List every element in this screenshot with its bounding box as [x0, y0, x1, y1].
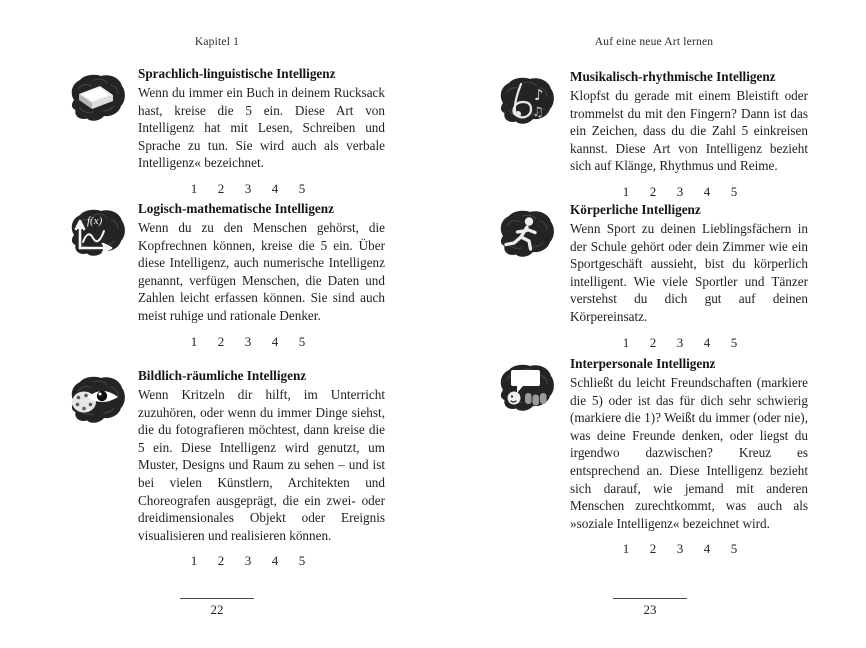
scale-number-2: 2 — [649, 541, 657, 557]
section-title: Sprachlich-linguistische Intelligenz — [138, 66, 336, 81]
scale-number-2: 2 — [217, 553, 225, 569]
scale-number-2: 2 — [217, 333, 225, 349]
scale-number-5: 5 — [298, 553, 306, 569]
scale-number-4: 4 — [271, 553, 279, 569]
scale-number-3: 3 — [676, 183, 684, 199]
section-bodily-intelligence — [492, 202, 808, 351]
scale-number-4: 4 — [703, 541, 711, 557]
music-brain-icon — [492, 76, 556, 200]
section-body: Wenn Kritzeln dir hilft, im Unterricht zuzuhören, oder wenn du immer Dinge siehst, die du fotografieren möchtest, dann kreise die 5 ein. Diese Intelligenz wird genutzt, um Muster, Designs und Raum zu sehen – und ist bei vielen Künstlern, Architekten und Choreografen ausgeprägt, die ein zwei- oder dreidimensionales Objekt oder Ereignis visualisieren und realisieren können. — [138, 387, 385, 543]
scale-number-3: 3 — [244, 180, 252, 196]
svg-text:♫: ♫ — [532, 105, 544, 120]
scale-number-4: 4 — [703, 183, 711, 199]
scale-number-1: 1 — [190, 553, 198, 569]
rating-scale — [190, 181, 385, 197]
section-linguistic-intelligence — [63, 66, 385, 197]
book-brain-icon — [63, 73, 127, 197]
right-page-footer — [613, 598, 687, 618]
runner-brain-icon — [492, 209, 556, 351]
scale-number-4: 4 — [703, 334, 711, 350]
section-body: Wenn Sport zu deinen Lieblingsfächern in der Schule gehört oder dein Zimmer wie ein Sportgeschäft aussieht, bist du körperlich intelligent. Wie viele Sportler und Tänzer verstehst du dich gut auf deinen Körpereinsatz. — [570, 221, 808, 324]
section-body: Schließt du leicht Freundschaften (markiere die 5) oder ist das für dich sehr schwierig (markiere die 1)? Weißt du immer (oder nie), was deine Freunde denken, oder liegst du irgendwo dazwischen? Kreuz es entsprechend an. Diese Intelligenz bezieht sich darauf, wie jemand mit anderen Menschen zurechtkommt, was auch als »soziale Intelligenz« bezeichnet wird. — [570, 375, 808, 531]
scale-number-4: 4 — [271, 180, 279, 196]
scale-number-1: 1 — [190, 333, 198, 349]
scale-number-2: 2 — [217, 180, 225, 196]
section-body: Wenn du immer ein Buch in deinem Rucksack hast, kreise die 5 ein. Diese Art von Intelligenz hat mit Lesen, Schreiben und Sprache zu tun. Sie wird auch als verbale Intelligenz« bezeichnet. — [138, 85, 385, 171]
section-interpersonal-intelligence — [492, 356, 808, 557]
rating-scale — [622, 335, 808, 351]
right-page-header: Auf eine neue Art lernen — [594, 36, 714, 48]
scale-number-3: 3 — [244, 333, 252, 349]
scale-number-3: 3 — [244, 553, 252, 569]
footer-rule — [180, 598, 254, 599]
section-musical-intelligence — [492, 69, 808, 200]
left-page-footer — [180, 598, 254, 618]
page-number: 22 — [210, 602, 224, 617]
section-title: Logisch-mathematische Intelligenz — [138, 201, 334, 216]
scale-number-5: 5 — [298, 333, 306, 349]
scale-number-3: 3 — [676, 334, 684, 350]
section-title: Bildlich-räumliche Intelligenz — [138, 368, 307, 383]
section-logical-intelligence — [63, 201, 385, 350]
scale-number-5: 5 — [730, 541, 738, 557]
left-page-header: Kapitel 1 — [194, 36, 240, 48]
page-number: 23 — [643, 602, 657, 617]
speech-bubbles-brain-icon — [492, 363, 556, 557]
scale-number-2: 2 — [649, 183, 657, 199]
svg-text:♪: ♪ — [534, 86, 544, 104]
rating-scale — [190, 553, 385, 569]
scale-number-5: 5 — [730, 183, 738, 199]
section-body: Klopfst du gerade mit einem Bleistift oder trommelst du mit den Fingern? Dann ist das ein Zeichen, dass du die Zahl 5 einkreisen kannst. Diese Art von Intelligenz bezieht sich auf Klänge, Rhythmus und Reime. — [570, 88, 808, 174]
scale-number-1: 1 — [622, 183, 630, 199]
scale-number-3: 3 — [676, 541, 684, 557]
footer-rule — [613, 598, 687, 599]
svg-text:f(x): f(x) — [87, 215, 103, 227]
scale-number-1: 1 — [622, 541, 630, 557]
section-title: Interpersonale Intelligenz — [570, 356, 716, 371]
rating-scale — [622, 541, 808, 557]
eye-palette-brain-icon — [63, 375, 127, 569]
rating-scale — [190, 334, 385, 350]
scale-number-5: 5 — [298, 180, 306, 196]
scale-number-4: 4 — [271, 333, 279, 349]
scale-number-1: 1 — [622, 334, 630, 350]
scale-number-5: 5 — [730, 334, 738, 350]
scale-number-2: 2 — [649, 334, 657, 350]
section-body: Wenn du zu den Menschen gehörst, die Kopfrechnen können, kreise die 5 ein. Über diese Intelligenz, auch numerische Intelligenz genannt, verfügen Menschen, die Daten und Zahlen leicht erfassen können. Sie sind auch meist ruhige und rationale Denker. — [138, 220, 385, 323]
section-title: Körperliche Intelligenz — [570, 202, 701, 217]
math-brain-icon — [63, 208, 127, 350]
rating-scale — [622, 184, 808, 200]
section-visual-spatial-intelligence — [63, 368, 385, 569]
scale-number-1: 1 — [190, 180, 198, 196]
section-title: Musikalisch-rhythmische Intelligenz — [570, 69, 776, 84]
